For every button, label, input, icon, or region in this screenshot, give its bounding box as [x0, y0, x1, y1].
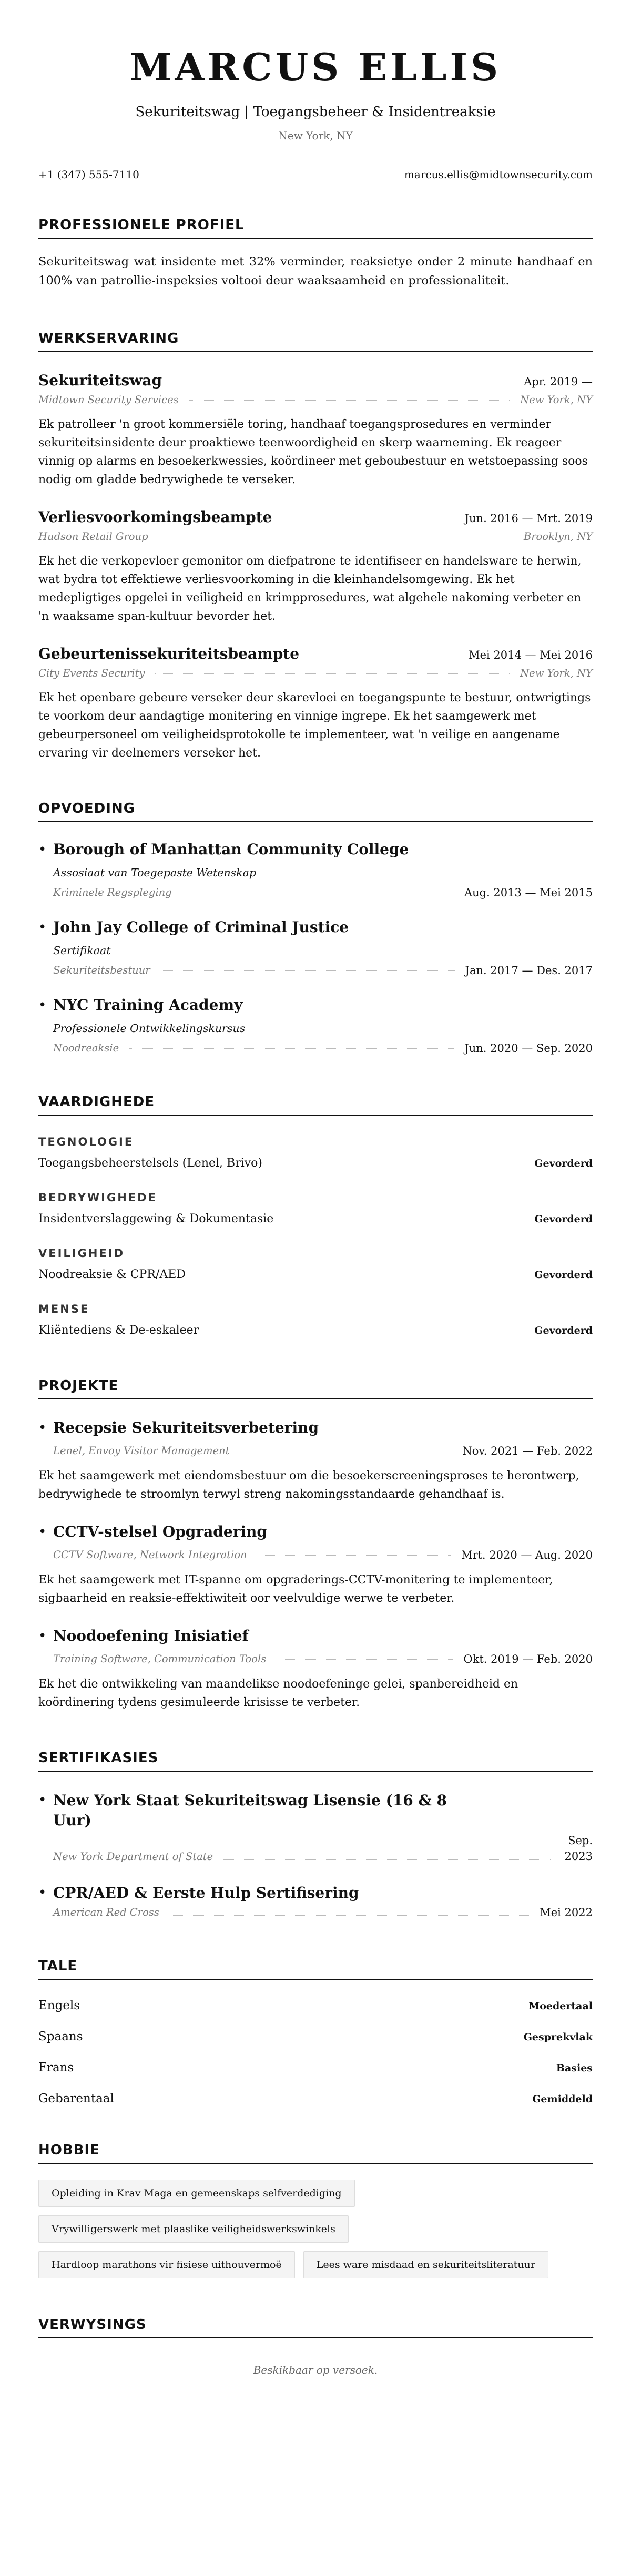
dotted-leader [155, 673, 510, 674]
education-date: Jun. 2020 — Sep. 2020 [464, 1042, 593, 1055]
section-title-languages: TALE [38, 1958, 593, 1980]
school-name: Borough of Manhattan Community College [53, 841, 409, 858]
skill-category: TEGNOLOGIE [38, 1136, 134, 1148]
project-name: Noodoefening Inisiatief [53, 1627, 249, 1644]
language-name: Engels [38, 1999, 80, 2012]
phone-number: +1 (347) 555-7110 [38, 168, 139, 181]
project-tech: Lenel, Envoy Visitor Management [53, 1445, 230, 1457]
certification-name: CPR/AED & Eerste Hulp Sertifisering [53, 1884, 359, 1902]
skills-section [38, 1093, 593, 1338]
section-title-projects: PROJEKTE [38, 1377, 593, 1399]
study-field: Kriminele Regspleging [53, 886, 172, 898]
dotted-leader [189, 400, 510, 401]
skill-category: VEILIGHEID [38, 1247, 125, 1260]
section-title-education: OPVOEDING [38, 800, 593, 822]
bullet-icon: • [38, 1524, 47, 1540]
candidate-name: MARCUS ELLIS [129, 45, 502, 89]
references-note: Beskikbaar op versoek. [253, 2364, 378, 2376]
dotted-leader [258, 1555, 451, 1556]
project-entry [38, 1522, 593, 1608]
language-name: Spaans [38, 2030, 83, 2043]
language-name: Frans [38, 2061, 74, 2074]
email-address: marcus.ellis@midtownsecurity.com [404, 168, 593, 181]
certification-name: New York Staat Sekuriteitswag Lisensie (16 & 8 Uur) [53, 1792, 447, 1829]
project-description: Ek het saamgewerk met IT-spanne om opgraderings-CCTV-monitering te implementeer, sigbaarheid en reaksie-effektiwiteit oor veelvuldige werwe te verbeter. [38, 1573, 553, 1605]
degree-name: Assosiaat van Toegepaste Wetenskap [53, 866, 256, 879]
skill-name: Insidentverslaggewing & Dokumentasie [38, 1212, 274, 1225]
skill-category: BEDRYWIGHEDE [38, 1191, 157, 1204]
dotted-leader [129, 1048, 454, 1049]
skill-group [38, 1190, 593, 1227]
section-title-references: VERWYSINGS [38, 2316, 593, 2338]
project-name: Recepsie Sekuriteitsverbetering [53, 1419, 319, 1436]
degree-name: Professionele Ontwikkelingskursus [53, 1022, 246, 1035]
skill-level: Gevorderd [534, 1158, 593, 1169]
language-list [38, 1990, 593, 2114]
degree-name: Sertifikaat [53, 944, 111, 957]
skill-level: Gevorderd [534, 1269, 593, 1281]
hobby-chip: Hardloop marathons vir fisiese uithouvermoë [38, 2251, 295, 2278]
hobby-chip: Vrywilligerswerk met plaaslike veiligheidswerkswinkels [38, 2215, 349, 2243]
section-title-certifications: SERTIFIKASIES [38, 1750, 593, 1772]
project-tech: Training Software, Communication Tools [53, 1653, 267, 1665]
job-company: City Events Security [38, 667, 145, 679]
job-date: Mei 2014 — Mei 2016 [469, 649, 593, 661]
hobbies-section [38, 2142, 593, 2278]
education-section [38, 800, 593, 1056]
dotted-leader [223, 1859, 551, 1860]
experience-section [38, 330, 593, 762]
school-name: John Jay College of Criminal Justice [53, 918, 349, 936]
skill-level: Gevorderd [534, 1325, 593, 1336]
bullet-icon: • [38, 1885, 47, 1900]
project-description: Ek het die ontwikkeling van maandelikse noodoefeninge gelei, spanbereidheid en koördinering tydens gesimuleerde krisisse te verbeter. [38, 1678, 518, 1709]
dotted-leader [170, 1915, 529, 1916]
project-date: Nov. 2021 — Feb. 2022 [462, 1445, 593, 1457]
skill-group [38, 1246, 593, 1283]
section-title-experience: WERKSERVARING [38, 330, 593, 352]
section-title-hobbies: HOBBIE [38, 2142, 593, 2164]
job-title: Sekuriteitswag [38, 372, 162, 389]
profile-summary: Sekuriteitswag wat insidente met 32% verminder, reaksietye onder 2 minute handhaaf en 100% van patrollie-inspeksies voltooi deur waaksaamheid en professionaliteit. [38, 255, 593, 288]
references-section [38, 2316, 593, 2377]
skill-name: Noodreaksie & CPR/AED [38, 1268, 186, 1281]
certification-entry [38, 1883, 593, 1920]
candidate-location: New York, NY [278, 129, 353, 142]
project-date: Mrt. 2020 — Aug. 2020 [461, 1549, 593, 1561]
project-name: CCTV-stelsel Opgradering [53, 1523, 267, 1540]
contact-row [38, 167, 593, 182]
project-description: Ek het saamgewerk met eiendomsbestuur om die besoekerscreeningsproses te herontwerp, bedrywighede te stroomlyn terwyl streng nakomingsstandaarde gehandhaaf is. [38, 1469, 579, 1501]
job-description: Ek het die verkopevloer gemonitor om diefpatrone te identifiseer en handelsware te herwin, wat bydra tot effektiewe verliesvoorkoming in die kleinhandelsomgewing. Ek het medepligtiges opgelei in veiligheid en krimpprosedures, wat algehele nakoming verbeter en 'n waaksame span-kultuur bevorder het. [38, 555, 582, 623]
languages-section [38, 1958, 593, 2114]
skill-group [38, 1134, 593, 1171]
certification-issuer: American Red Cross [53, 1906, 159, 1918]
language-row [38, 2052, 593, 2083]
certification-entry [38, 1791, 593, 1864]
language-row [38, 2021, 593, 2052]
bullet-icon: • [38, 1792, 47, 1808]
education-entry [38, 918, 593, 978]
job-description: Ek patrolleer 'n groot kommersiële toring, handhaaf toegangsprosedures en verminder sekuriteitsinsidente deur proaktiewe teenwoordigheid en skerp waarneming. Ek reageer vinnig op alarms en besoekerkwessies, koördineer met geboubestuur en wetstoepassing soos nodig om gladde bedrywighede te verseker. [38, 418, 588, 486]
language-level: Gesprekvlak [523, 2031, 593, 2043]
certification-issuer: New York Department of State [53, 1851, 213, 1863]
skill-category: MENSE [38, 1303, 90, 1315]
education-date: Aug. 2013 — Mei 2015 [464, 886, 593, 899]
hobby-chip: Opleiding in Krav Maga en gemeenskaps selfverdediging [38, 2180, 355, 2207]
certifications-section [38, 1750, 593, 1920]
skill-group [38, 1302, 593, 1338]
dotted-leader [277, 1659, 453, 1660]
language-level: Gemiddeld [532, 2093, 593, 2105]
skill-name: Toegangsbeheerstelsels (Lenel, Brivo) [38, 1157, 263, 1170]
education-entry [38, 996, 593, 1056]
language-name: Gebarentaal [38, 2092, 114, 2105]
project-tech: CCTV Software, Network Integration [53, 1549, 247, 1561]
job-title: Gebeurtenissekuriteitsbeampte [38, 645, 300, 662]
bullet-icon: • [38, 1628, 47, 1644]
project-entry [38, 1627, 593, 1712]
education-date: Jan. 2017 — Des. 2017 [465, 964, 593, 977]
bullet-icon: • [38, 997, 47, 1013]
job-entry [38, 645, 593, 762]
section-title-skills: VAARDIGHEDE [38, 1093, 593, 1116]
school-name: NYC Training Academy [53, 996, 243, 1014]
job-company: Hudson Retail Group [38, 530, 148, 543]
job-entry [38, 371, 593, 489]
language-level: Basies [556, 2062, 593, 2074]
section-title-profile: PROFESSIONELE PROFIEL [38, 217, 593, 239]
study-field: Sekuriteitsbestuur [53, 964, 150, 976]
bullet-icon: • [38, 919, 47, 935]
job-company: Midtown Security Services [38, 394, 179, 406]
language-row [38, 1990, 593, 2021]
job-location: New York, NY [520, 667, 593, 679]
job-date: Apr. 2019 — [524, 375, 593, 388]
candidate-tagline: Sekuriteitswag | Toegangsbeheer & Insidentreaksie [135, 104, 496, 120]
study-field: Noodreaksie [53, 1042, 119, 1054]
education-entry [38, 840, 593, 900]
skill-name: Kliëntediens & De-eskaleer [38, 1324, 199, 1337]
projects-section [38, 1377, 593, 1712]
job-description: Ek het openbare gebeure verseker deur skarevloei en toegangspunte te bestuur, ontwrigtings te voorkom deur aandagtige monitering en vinnige ingrepe. Ek het saamgewerk met gebeurpersoneel om veiligheidsprotokolle te implementeer, wat 'n veilige en aangename ervaring vir deelnemers verseker het. [38, 691, 591, 760]
certification-date: Sep. 2023 [564, 1834, 593, 1863]
project-date: Okt. 2019 — Feb. 2020 [463, 1653, 593, 1665]
language-row [38, 2083, 593, 2114]
bullet-icon: • [38, 1420, 47, 1436]
job-location: Brooklyn, NY [523, 530, 593, 543]
job-location: New York, NY [520, 394, 593, 406]
job-title: Verliesvoorkomingsbeampte [38, 508, 272, 526]
bullet-icon: • [38, 842, 47, 857]
dotted-leader [161, 970, 455, 971]
job-date: Jun. 2016 — Mrt. 2019 [464, 512, 593, 525]
skill-level: Gevorderd [534, 1213, 593, 1225]
language-level: Moedertaal [528, 2000, 593, 2012]
hobby-chip: Lees ware misdaad en sekuriteitsliteratuur [303, 2251, 548, 2278]
hobby-list [38, 2180, 593, 2278]
job-entry [38, 508, 593, 626]
certification-date: Mei 2022 [540, 1906, 593, 1919]
project-entry [38, 1418, 593, 1504]
